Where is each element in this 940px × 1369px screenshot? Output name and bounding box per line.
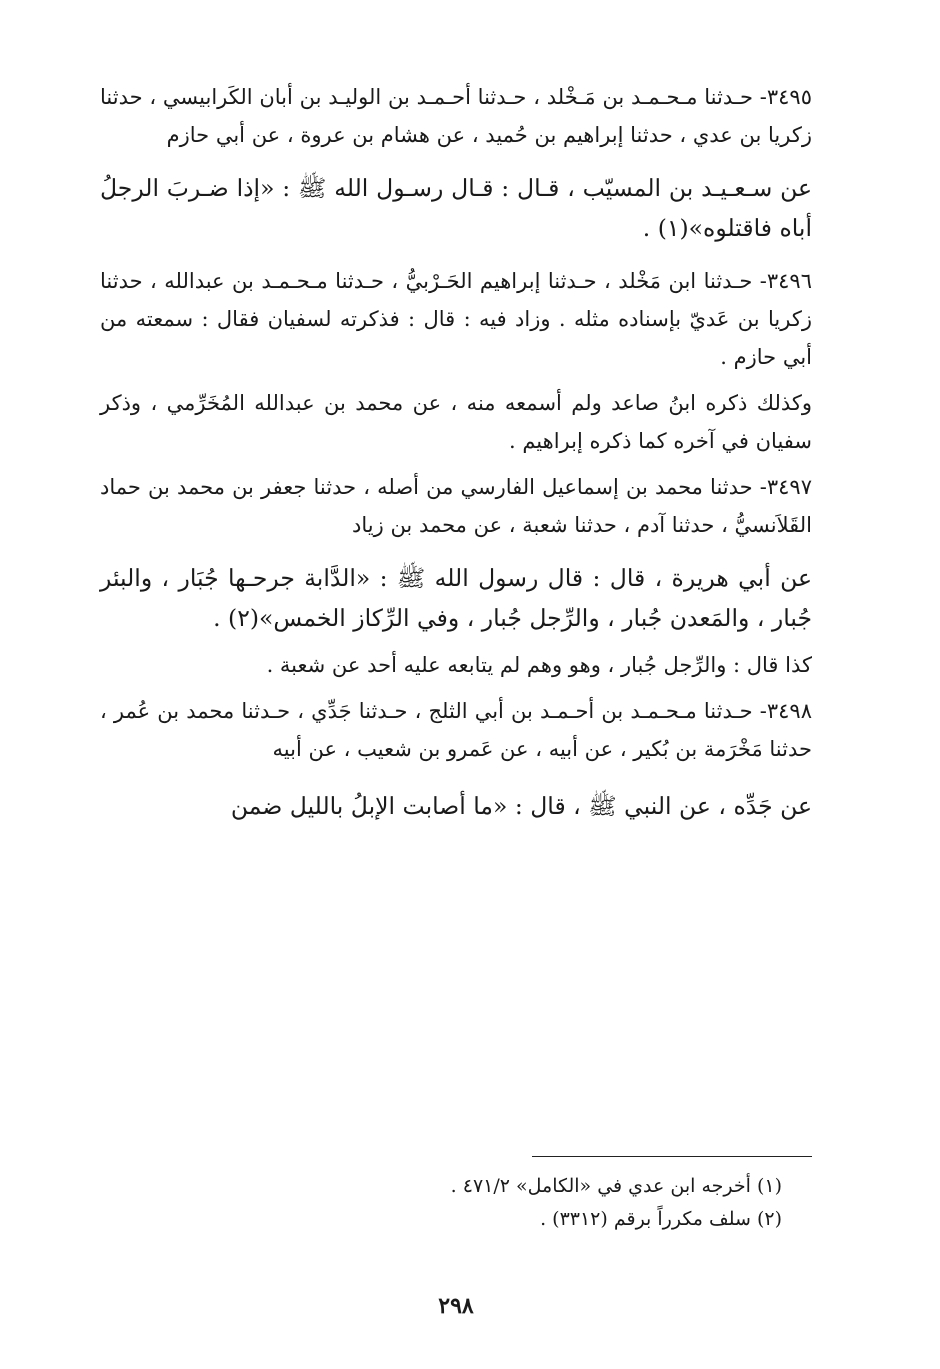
hadith-3497-note: كذا قال : والرِّجل جُبار ، وهو وهم لم يتابعه عليه أحد عن شعبة . [266, 653, 812, 677]
document-page [100, 78, 812, 1348]
footnotes [102, 1170, 782, 1236]
footnote-2: (٢) سلف مكرراً برقم (٣٣١٢) . [540, 1208, 782, 1230]
hadith-3496-note: وكذلك ذكره ابنُ صاعد ولم أسمعه منه ، عن محمد بن عبدالله المُخَرِّمي ، وذكر سفيان في آخره كما ذكره إبراهيم . [100, 391, 812, 453]
hadith-3495-matn: عن سـعـيـد بن المسيّب ، قـال : قـال رسـول الله ﷺ : «إذا ضـربَ الرجلُ أباه فاقتلوه»(١) . [100, 174, 812, 242]
hadith-3497-matn: عن أبي هريرة ، قال : قال رسول الله ﷺ : «الدَّابة جرحـها جُبَار ، والبئر جُبار ، والمَعدن جُبار ، والرِّجل جُبار ، وفي الرِّكاز الخمس»(٢) . [100, 564, 812, 632]
footnote-1: (١) أخرجه ابن عدي في «الكامل» ٤٧١/٢ . [450, 1175, 782, 1197]
hadith-3496-isnad: ٣٤٩٦- حـدثنا ابن مَخْلد ، حـدثنا إبراهيم الحَـرْبيُّ ، حـدثنا مـحـمـد بن عبدالله ، حدثنا زكريا بن عَديّ بإسناده مثله . وزاد فيه : قال : فذكرته لسفيان فقال : سمعته من أبي حازم . [100, 269, 812, 369]
hadith-3495-isnad: ٣٤٩٥- حـدثنا مـحـمـد بن مَـخْلد ، حـدثنا أحـمـد بن الوليـد بن أبان الكَرابيسي ، حدثنا زكريا بن عدي ، حدثنا إبراهيم بن حُميد ، عن هشام بن عروة ، عن أبي حازم [100, 85, 812, 147]
footnote-divider [532, 1156, 812, 1157]
hadith-3498-isnad: ٣٤٩٨- حـدثنا مـحـمـد بن أحـمـد بن أبي الثلج ، حـدثنا جَدِّي ، حـدثنا محمد بن عُمر ، حدثنا مَخْرَمة بن بُكير ، عن أبيه ، عن عَمرو بن شعيب ، عن أبيه [100, 699, 812, 761]
hadith-3497-isnad: ٣٤٩٧- حدثنا محمد بن إسماعيل الفارسي من أصله ، حدثنا جعفر بن محمد بن حماد القَلاَنسيُّ ، حدثنا آدم ، حدثنا شعبة ، عن محمد بن زياد [100, 475, 812, 537]
page-number: ٢٩٨ [438, 1293, 474, 1319]
hadith-3498-matn: عن جَدِّه ، عن النبي ﷺ ، قال : «ما أصابت الإبلُ بالليل ضمن [230, 792, 812, 820]
